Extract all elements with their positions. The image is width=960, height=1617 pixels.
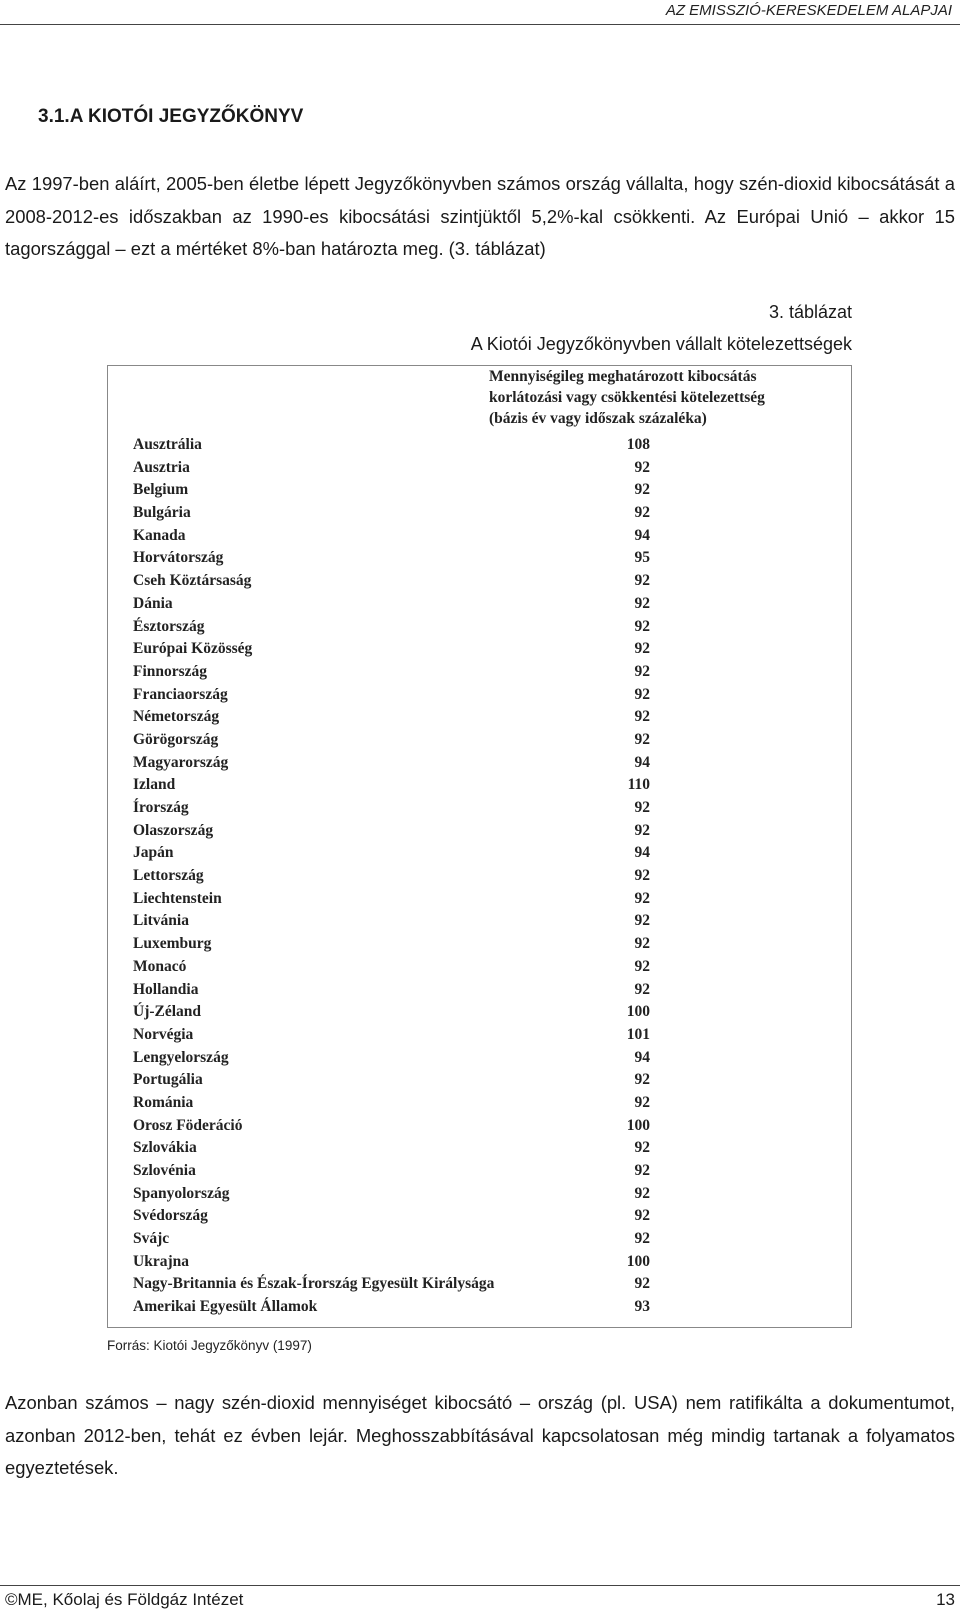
table-row — [133, 570, 851, 593]
commitment-value: 92 — [634, 481, 650, 499]
table-row — [133, 661, 851, 684]
table-row — [133, 1183, 851, 1206]
country-name: Liechtenstein — [133, 889, 222, 907]
commitment-value: 92 — [634, 935, 650, 953]
section-title: 3.1.A KIOTÓI JEGYZŐKÖNYV — [38, 106, 304, 127]
commitment-value: 94 — [634, 1048, 650, 1066]
commitment-value: 92 — [634, 912, 650, 930]
commitment-value: 92 — [634, 617, 650, 635]
country-name: Ukrajna — [133, 1252, 189, 1270]
country-name: Cseh Köztársaság — [133, 572, 252, 590]
table-row — [133, 706, 851, 729]
country-name: Bulgária — [133, 504, 191, 522]
commitment-value: 92 — [634, 685, 650, 703]
commitment-value: 92 — [634, 572, 650, 590]
table-row — [133, 774, 851, 797]
table-row — [133, 910, 851, 933]
commitment-value: 92 — [634, 980, 650, 998]
table-row — [133, 593, 851, 616]
table-row — [133, 638, 851, 661]
commitment-value: 100 — [626, 1116, 650, 1134]
table-row — [133, 956, 851, 979]
table-row — [133, 502, 851, 525]
table-row — [133, 752, 851, 775]
country-name: Olaszország — [133, 821, 214, 839]
commitment-value: 92 — [634, 821, 650, 839]
commitment-value: 94 — [634, 753, 650, 771]
commitments-table — [107, 365, 852, 1328]
table-row — [133, 933, 851, 956]
table-row — [133, 1273, 851, 1296]
country-name: Magyarország — [133, 753, 229, 771]
table-row — [133, 888, 851, 911]
commitment-value: 101 — [626, 1025, 650, 1043]
table-number: 3. táblázat — [768, 302, 852, 322]
table-row — [133, 547, 851, 570]
commitment-value: 92 — [634, 957, 650, 975]
country-name: Görögország — [133, 730, 219, 748]
commitment-value: 95 — [634, 549, 650, 567]
table-row — [133, 979, 851, 1002]
commitment-value: 92 — [634, 708, 650, 726]
commitment-value: 108 — [626, 436, 650, 453]
table-row — [133, 797, 851, 820]
country-name: Ausztria — [133, 458, 190, 476]
table-row — [133, 1024, 851, 1047]
table-row — [133, 1047, 851, 1070]
commitment-value: 92 — [634, 1275, 650, 1293]
country-name: Európai Közösség — [133, 640, 253, 658]
country-name: Lettország — [133, 867, 204, 885]
country-name: Nagy-Britannia és Észak-Írország Egyesült Királysága — [133, 1275, 495, 1293]
country-name: Japán — [133, 844, 174, 862]
table-row — [133, 479, 851, 502]
table-row — [133, 865, 851, 888]
commitment-value: 92 — [634, 1162, 650, 1179]
table-row — [133, 1115, 851, 1138]
footer-copyright: ©ME, Kőolaj és Földgáz Intézet — [5, 1590, 244, 1609]
table-row — [133, 1205, 851, 1228]
table-row — [133, 820, 851, 843]
country-name: Kanada — [133, 526, 186, 544]
commitment-value: 92 — [634, 1071, 650, 1089]
table-row — [133, 729, 851, 752]
table-row — [133, 457, 851, 480]
commitment-value: 92 — [634, 1139, 650, 1157]
table-caption: A Kiotói Jegyzőkönyvben vállalt kötelezettségek — [470, 334, 852, 354]
commitment-value: 92 — [634, 889, 650, 907]
table-row — [133, 684, 851, 707]
outro-paragraph: Azonban számos – nagy szén-dioxid mennyiséget kibocsátó – ország (pl. USA) nem ratifikálta a dokumentumot, azonban 2012-ben, tehát ez évben lejár. Meghosszabbításával kapcsolatosan még mindig tartanak a folyamatos egyeztetések. — [5, 1392, 955, 1478]
footer-rule — [0, 1585, 960, 1586]
table-row — [133, 1069, 851, 1092]
commitment-value: 92 — [634, 730, 650, 748]
country-name: Orosz Föderáció — [133, 1116, 243, 1134]
commitment-value: 92 — [634, 799, 650, 816]
country-name: Finnország — [133, 662, 208, 680]
commitment-value: 92 — [634, 1207, 650, 1225]
commitment-value: 110 — [627, 776, 650, 794]
country-name: Izland — [133, 776, 176, 794]
commitment-value: 93 — [634, 1298, 650, 1316]
country-name: Hollandia — [133, 980, 199, 998]
commitment-value: 94 — [634, 844, 650, 862]
commitment-value: 92 — [634, 1093, 650, 1111]
country-name: Dánia — [133, 594, 173, 612]
commitment-value: 92 — [634, 594, 650, 612]
intro-paragraph: Az 1997-ben aláírt, 2005-ben életbe lépett Jegyzőkönyvben számos ország vállalta, hogy szén-dioxid kibocsátását a 2008-2012-es időszakban az 1990-es kibocsátási szintjüktől 5,2%-kal csökkenti. Az Európai Unió – akkor 15 tagországgal – ezt a mértéket 8%-ban határozta meg. (3. táblázat) — [5, 173, 955, 259]
commitment-value: 92 — [634, 640, 650, 658]
commitment-value: 92 — [634, 867, 650, 885]
country-name: Németország — [133, 708, 220, 726]
table-row — [133, 842, 851, 865]
table-row — [133, 525, 851, 548]
commitment-value: 92 — [634, 504, 650, 522]
commitment-value: 100 — [626, 1003, 650, 1021]
column-header-line: korlátozási vagy csökkentési kötelezettség — [489, 389, 765, 406]
country-name: Svédország — [133, 1207, 208, 1225]
table-row — [133, 1228, 851, 1251]
table-row — [133, 1001, 851, 1024]
country-name: Új-Zéland — [133, 1003, 202, 1021]
country-name: Horvátország — [133, 549, 224, 567]
country-name: Írország — [133, 799, 189, 816]
table-row — [133, 1160, 851, 1183]
country-name: Norvégia — [133, 1025, 194, 1043]
country-name: Szlovénia — [133, 1162, 196, 1179]
commitment-value: 92 — [634, 458, 650, 476]
commitment-value: 92 — [634, 1184, 650, 1202]
table-row — [133, 1092, 851, 1115]
table-row — [133, 1251, 851, 1274]
column-header-line: (bázis év vagy időszak százaléka) — [489, 410, 707, 427]
table-rows — [133, 434, 851, 1319]
commitment-value: 92 — [634, 1230, 650, 1248]
country-name: Románia — [133, 1093, 194, 1111]
country-name: Litvánia — [133, 912, 189, 930]
country-name: Észtország — [133, 617, 205, 635]
table-source: Forrás: Kiotói Jegyzőkönyv (1997) — [107, 1338, 312, 1353]
country-name: Belgium — [133, 481, 189, 499]
country-name: Luxemburg — [133, 935, 212, 953]
page-number: 13 — [936, 1590, 955, 1609]
table-row — [133, 1296, 851, 1319]
commitment-value: 92 — [634, 662, 650, 680]
country-name: Ausztrália — [133, 436, 202, 453]
country-name: Portugália — [133, 1071, 203, 1089]
country-name: Spanyolország — [133, 1184, 230, 1202]
country-name: Franciaország — [133, 685, 228, 703]
commitment-value: 94 — [634, 526, 650, 544]
column-header-line: Mennyiségileg meghatározott kibocsátás — [489, 368, 757, 385]
country-name: Amerikai Egyesült Államok — [133, 1298, 318, 1316]
table-column-header — [489, 366, 849, 429]
table-row — [133, 1137, 851, 1160]
table-row — [133, 616, 851, 639]
country-name: Szlovákia — [133, 1139, 197, 1157]
table-row — [133, 434, 851, 457]
country-name: Svájc — [133, 1230, 170, 1248]
commitment-value: 100 — [626, 1252, 650, 1270]
running-header: AZ EMISSZIÓ-KERESKEDELEM ALAPJAI — [665, 2, 952, 19]
header-rule — [0, 24, 960, 25]
country-name: Monacó — [133, 957, 187, 975]
country-name: Lengyelország — [133, 1048, 229, 1066]
